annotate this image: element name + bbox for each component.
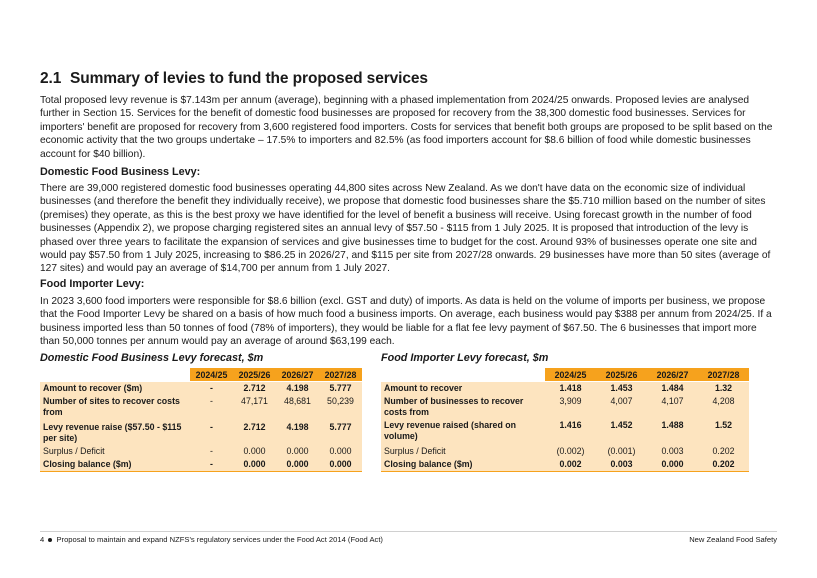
footer-divider <box>40 531 777 532</box>
table-row <box>40 421 362 445</box>
domestic-levy-heading: Domestic Food Business Levy: <box>40 166 201 178</box>
table-header-blank <box>381 368 545 382</box>
table-row <box>381 458 749 472</box>
table-cell: 4.198 <box>276 421 319 445</box>
table-cell: - <box>190 395 233 421</box>
table-row <box>381 382 749 396</box>
domestic-levy-table <box>40 368 362 472</box>
bullet-icon <box>48 538 52 542</box>
table-cell: 1.453 <box>596 382 647 396</box>
table-cell: 0.000 <box>233 445 276 458</box>
column-header: 2026/27 <box>276 368 319 382</box>
table-cell: 0.000 <box>319 445 362 458</box>
row-label: Surplus / Deficit <box>40 445 190 458</box>
table-row <box>40 382 362 396</box>
table-cell: 0.002 <box>545 458 596 472</box>
table-header-row <box>381 368 749 382</box>
table-cell: 0.202 <box>698 445 749 458</box>
importer-levy-heading: Food Importer Levy: <box>40 278 145 290</box>
table-row <box>381 419 749 445</box>
row-label: Surplus / Deficit <box>381 445 545 458</box>
table-cell: 4,007 <box>596 395 647 419</box>
table-cell: 1.416 <box>545 419 596 445</box>
table-cell: 2.712 <box>233 382 276 396</box>
column-header: 2025/26 <box>596 368 647 382</box>
domestic-levy-paragraph: There are 39,000 registered domestic food businesses operating 44,800 sites across New Zealand. As we don't have data on the economic size of individual businesses (and therefore the benefit they individually receive), we propose that domestic food businesses share the $5.710 million based on the number of sites (premises) they operate, as this is the best proxy we have identified for the level of benefit a business will receive. Using forecast growth in the number of food businesses (Appendix 2), we propose charging registered sites an annual levy of $57.50 - $115 from 1 July 2025. It is proposed that introduction of the levy is phased over three years to facilitate the expansion of services and give businesses time to budget for the cost. Around 93% of businesses operate one site and would pay $57.50 from 1 July 2025, increasing to $86.25 in 2026/27, and $115 per site from 2027/28 onwards. 29 businesses have more than 50 sites (average of 127 sites) and would pay an average of $14,700 per annum from 1 July 2027. <box>40 183 771 275</box>
table-cell: 0.000 <box>276 458 319 472</box>
table-cell: 1.52 <box>698 419 749 445</box>
importer-levy-paragraph: In 2023 3,600 food importers were responsible for $8.6 billion (excl. GST and duty) of imports. As data is held on the volume of imports per business, we propose that the Food Importer Levy be shared on a basis of how much food a business imports. On average, each business would pay $388 per annum from 2024/25. If a business imported less than 50 tonnes of food (78% of importers), they would be liable for a flat fee levy payment of $67.50. The 6 businesses that import more than 50,000 tonnes per annum would pay an average of around $63,199 each. <box>40 296 772 348</box>
table-cell: 0.202 <box>698 458 749 472</box>
row-label: Closing balance ($m) <box>40 458 190 472</box>
column-header: 2024/25 <box>190 368 233 382</box>
table-cell: 0.000 <box>233 458 276 472</box>
table-cell: - <box>190 382 233 396</box>
table-row <box>40 395 362 421</box>
column-header: 2027/28 <box>698 368 749 382</box>
table-cell: 1.452 <box>596 419 647 445</box>
table-cell: 2.712 <box>233 421 276 445</box>
row-label: Amount to recover ($m) <box>40 382 190 396</box>
table-cell: 1.488 <box>647 419 698 445</box>
column-header: 2026/27 <box>647 368 698 382</box>
footer-organisation: New Zealand Food Safety <box>689 535 777 544</box>
table-cell: 1.418 <box>545 382 596 396</box>
table-cell: - <box>190 445 233 458</box>
row-label: Levy revenue raised (shared on volume) <box>381 419 545 445</box>
column-header: 2027/28 <box>319 368 362 382</box>
document-title: Proposal to maintain and expand NZFS's regulatory services under the Food Act 2014 (Food Act) <box>56 535 383 544</box>
table-cell: 4.198 <box>276 382 319 396</box>
table-cell: 5.777 <box>319 421 362 445</box>
column-header: 2025/26 <box>233 368 276 382</box>
row-label: Closing balance ($m) <box>381 458 545 472</box>
table-cell: 4,107 <box>647 395 698 419</box>
table-cell: 0.003 <box>596 458 647 472</box>
section-number: 2.1 <box>40 70 62 87</box>
table-row <box>40 458 362 472</box>
domestic-table-title: Domestic Food Business Levy forecast, $m <box>40 352 264 364</box>
importer-table-title: Food Importer Levy forecast, $m <box>381 352 549 364</box>
section-title: Summary of levies to fund the proposed services <box>70 70 428 87</box>
table-row <box>381 395 749 419</box>
table-cell: 47,171 <box>233 395 276 421</box>
table-cell: 0.000 <box>319 458 362 472</box>
page-number: 4 <box>40 535 45 544</box>
table-cell: 3,909 <box>545 395 596 419</box>
table-cell: 5.777 <box>319 382 362 396</box>
table-cell: 50,239 <box>319 395 362 421</box>
page <box>40 0 777 578</box>
table-cell: 0.003 <box>647 445 698 458</box>
table-row <box>381 445 749 458</box>
table-cell: (0.002) <box>545 445 596 458</box>
footer-left <box>40 535 383 544</box>
table-header-blank <box>40 368 190 382</box>
column-header: 2024/25 <box>545 368 596 382</box>
table-cell: - <box>190 421 233 445</box>
table-cell: 1.32 <box>698 382 749 396</box>
importer-levy-table <box>381 368 749 472</box>
row-label: Amount to recover <box>381 382 545 396</box>
section-heading <box>40 70 428 88</box>
row-label: Number of sites to recover costs from <box>40 395 190 421</box>
table-cell: 1.484 <box>647 382 698 396</box>
row-label: Number of businesses to recover costs from <box>381 395 545 419</box>
row-label: Levy revenue raise ($57.50 - $115 per site) <box>40 421 190 445</box>
table-cell: 0.000 <box>647 458 698 472</box>
table-cell: (0.001) <box>596 445 647 458</box>
table-row <box>40 445 362 458</box>
table-cell: - <box>190 458 233 472</box>
table-header-row <box>40 368 362 382</box>
intro-paragraph: Total proposed levy revenue is $7.143m per annum (average), beginning with a phased implementation from 2024/25 onwards. Proposed levies are analysed further in Section 15. Services for the benefit of domestic food businesses are proposed for recovery from the 38,300 domestic food businesses. Services for importers' benefit are proposed for recovery from 3,600 registered food importers. Costs for services that benefit both groups are proposed to be split based on the economic activity that the two groups undertake – 17.5% to importers and 82.5% (as food importers account for $8.6 billion of food while domestic businesses account for $40 billion). <box>40 95 773 160</box>
table-cell: 48,681 <box>276 395 319 421</box>
table-cell: 0.000 <box>276 445 319 458</box>
table-cell: 4,208 <box>698 395 749 419</box>
